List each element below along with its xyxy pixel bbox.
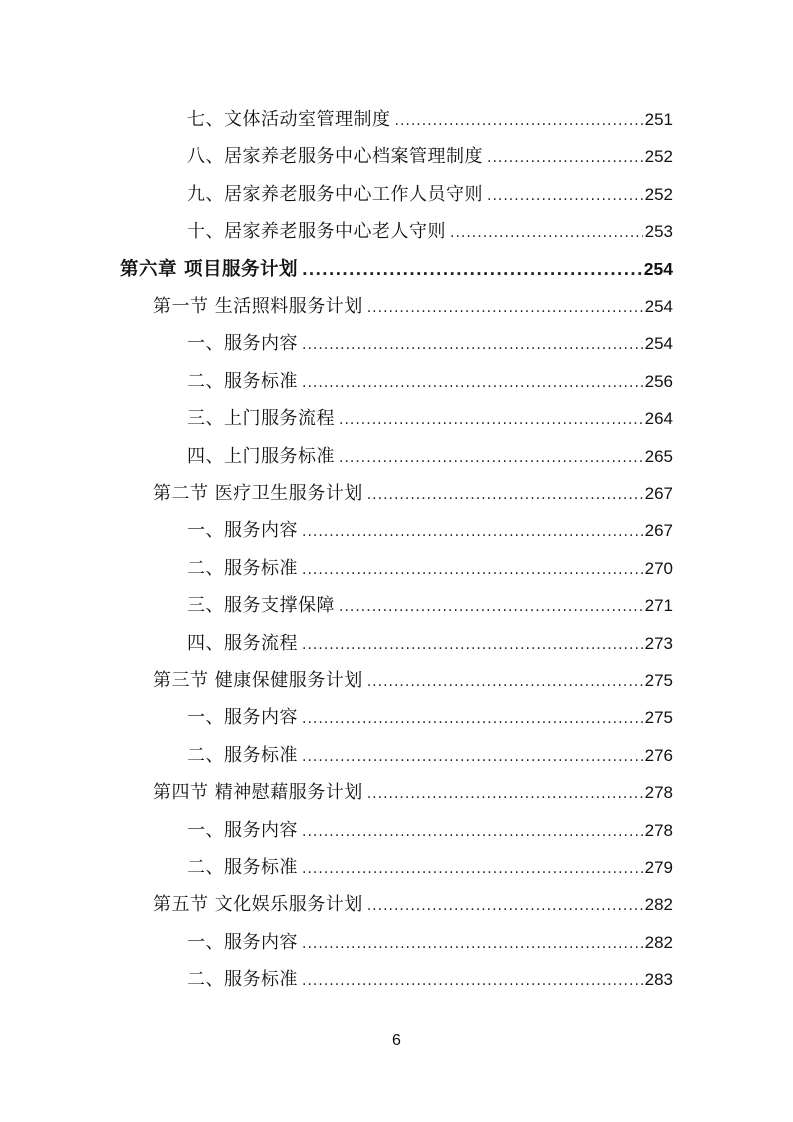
toc-entry-item[interactable] — [187, 101, 673, 138]
dot-leader — [367, 477, 643, 514]
toc-entry-item[interactable] — [187, 849, 673, 886]
toc-entry-item[interactable] — [187, 138, 673, 175]
toc-entry-item[interactable] — [187, 924, 673, 961]
toc-entry-page-number: 265 — [644, 446, 673, 466]
toc-entry-title: 第六章 项目服务计划 — [120, 258, 298, 280]
dot-leader — [302, 327, 643, 364]
toc-entry-title: 第五节 文化娱乐服务计划 — [153, 894, 363, 916]
dot-leader — [367, 664, 643, 701]
dot-leader — [302, 365, 643, 402]
toc-entry-title: 二、服务标准 — [187, 857, 298, 878]
toc-entry-page-number: 282 — [644, 895, 673, 915]
toc-entry-item[interactable] — [187, 961, 673, 998]
toc-entry-title: 九、居家养老服务中心工作人员守则 — [187, 183, 483, 205]
toc-entry-title: 二、服务标准 — [187, 969, 298, 991]
toc-entry-item[interactable] — [187, 625, 673, 662]
toc-entry-page-number: 252 — [644, 147, 673, 167]
toc-entry-title: 一、服务内容 — [187, 333, 298, 355]
dot-leader — [302, 552, 643, 589]
toc-entry-page-number: 279 — [644, 858, 673, 877]
toc-entry-page-number: 275 — [644, 671, 673, 690]
dot-leader — [302, 926, 643, 963]
toc-entry-section[interactable] — [153, 886, 673, 923]
dot-leader — [367, 888, 643, 925]
dot-leader — [367, 776, 643, 813]
dot-leader — [450, 215, 643, 252]
toc-entry-page-number: 271 — [644, 596, 673, 616]
toc-entry-item[interactable] — [187, 512, 673, 549]
toc-entry-page-number: 278 — [644, 820, 673, 840]
toc-entry-title: 一、服务内容 — [187, 819, 298, 841]
toc-entry-chapter[interactable] — [120, 251, 673, 288]
toc-entry-section[interactable] — [153, 475, 673, 512]
toc-entry-page-number: 267 — [644, 484, 673, 503]
toc-entry-page-number: 252 — [644, 184, 673, 204]
toc-entry-title: 二、服务标准 — [187, 744, 298, 766]
dot-leader — [395, 103, 643, 140]
dot-leader — [487, 178, 643, 215]
dot-leader — [302, 514, 643, 551]
toc-entry-title: 第四节 精神慰藉服务计划 — [153, 782, 363, 804]
toc-entry-title: 四、服务流程 — [187, 632, 298, 654]
toc-entry-title: 第二节 医疗卫生服务计划 — [153, 483, 363, 504]
toc-entry-page-number: 270 — [644, 558, 673, 578]
toc-entry-title: 一、服务内容 — [187, 707, 298, 729]
toc-entry-title: 八、居家养老服务中心档案管理制度 — [187, 146, 483, 168]
toc-entry-item[interactable] — [187, 176, 673, 213]
toc-entry-section[interactable] — [153, 774, 673, 811]
toc-entry-title: 一、服务内容 — [187, 931, 298, 953]
toc-entry-title: 七、文体活动室管理制度 — [187, 109, 391, 130]
toc-entry-page-number: 256 — [644, 371, 673, 391]
toc-entry-page-number: 275 — [644, 708, 673, 728]
toc-entry-page-number: 273 — [644, 633, 673, 653]
dot-leader — [339, 402, 643, 439]
toc-entry-page-number: 264 — [644, 409, 673, 429]
toc-entry-item[interactable] — [187, 812, 673, 849]
toc-entry-item[interactable] — [187, 400, 673, 437]
toc-entry-page-number: 276 — [644, 745, 673, 765]
toc-entry-title: 三、服务支撑保障 — [187, 595, 335, 617]
toc-entry-title: 二、服务标准 — [187, 557, 298, 579]
toc-entry-title: 一、服务内容 — [187, 520, 298, 542]
toc-entry-title: 三、上门服务流程 — [187, 408, 335, 430]
dot-leader — [302, 252, 642, 289]
dot-leader — [302, 701, 643, 738]
toc-entry-item[interactable] — [187, 550, 673, 587]
dot-leader — [302, 814, 643, 851]
toc-entry-page-number: 253 — [644, 222, 673, 242]
page-number: 6 — [392, 1032, 401, 1049]
toc-entry-title: 第三节 健康保健服务计划 — [153, 670, 363, 691]
toc-entry-item[interactable] — [187, 438, 673, 475]
toc-entry-title: 二、服务标准 — [187, 370, 298, 392]
toc-entry-page-number: 254 — [643, 258, 673, 279]
dot-leader — [302, 963, 643, 1000]
toc-entry-title: 第一节 生活照料服务计划 — [153, 296, 363, 317]
dot-leader — [302, 627, 643, 664]
toc-entry-section[interactable] — [153, 288, 673, 325]
toc-entry-title: 四、上门服务标准 — [187, 445, 335, 467]
toc-entry-page-number: 278 — [644, 783, 673, 803]
toc-entry-title: 十、居家养老服务中心老人守则 — [187, 221, 446, 243]
toc-entry-page-number: 267 — [644, 521, 673, 541]
dot-leader — [339, 589, 643, 626]
toc-entry-item[interactable] — [187, 363, 673, 400]
dot-leader — [302, 851, 643, 888]
toc-entry-page-number: 283 — [644, 970, 673, 990]
toc-entry-item[interactable] — [187, 737, 673, 774]
toc-entry-section[interactable] — [153, 662, 673, 699]
dot-leader — [367, 290, 643, 327]
dot-leader — [339, 440, 643, 477]
dot-leader — [487, 140, 643, 177]
toc-entry-page-number: 282 — [644, 932, 673, 952]
toc-entry-item[interactable] — [187, 325, 673, 362]
toc-entry-page-number: 254 — [644, 334, 673, 354]
toc-entry-page-number: 251 — [644, 110, 673, 129]
toc-entry-item[interactable] — [187, 699, 673, 736]
dot-leader — [302, 739, 643, 776]
toc-entry-item[interactable] — [187, 213, 673, 250]
toc-entry-page-number: 254 — [644, 297, 673, 316]
toc-entry-item[interactable] — [187, 587, 673, 624]
